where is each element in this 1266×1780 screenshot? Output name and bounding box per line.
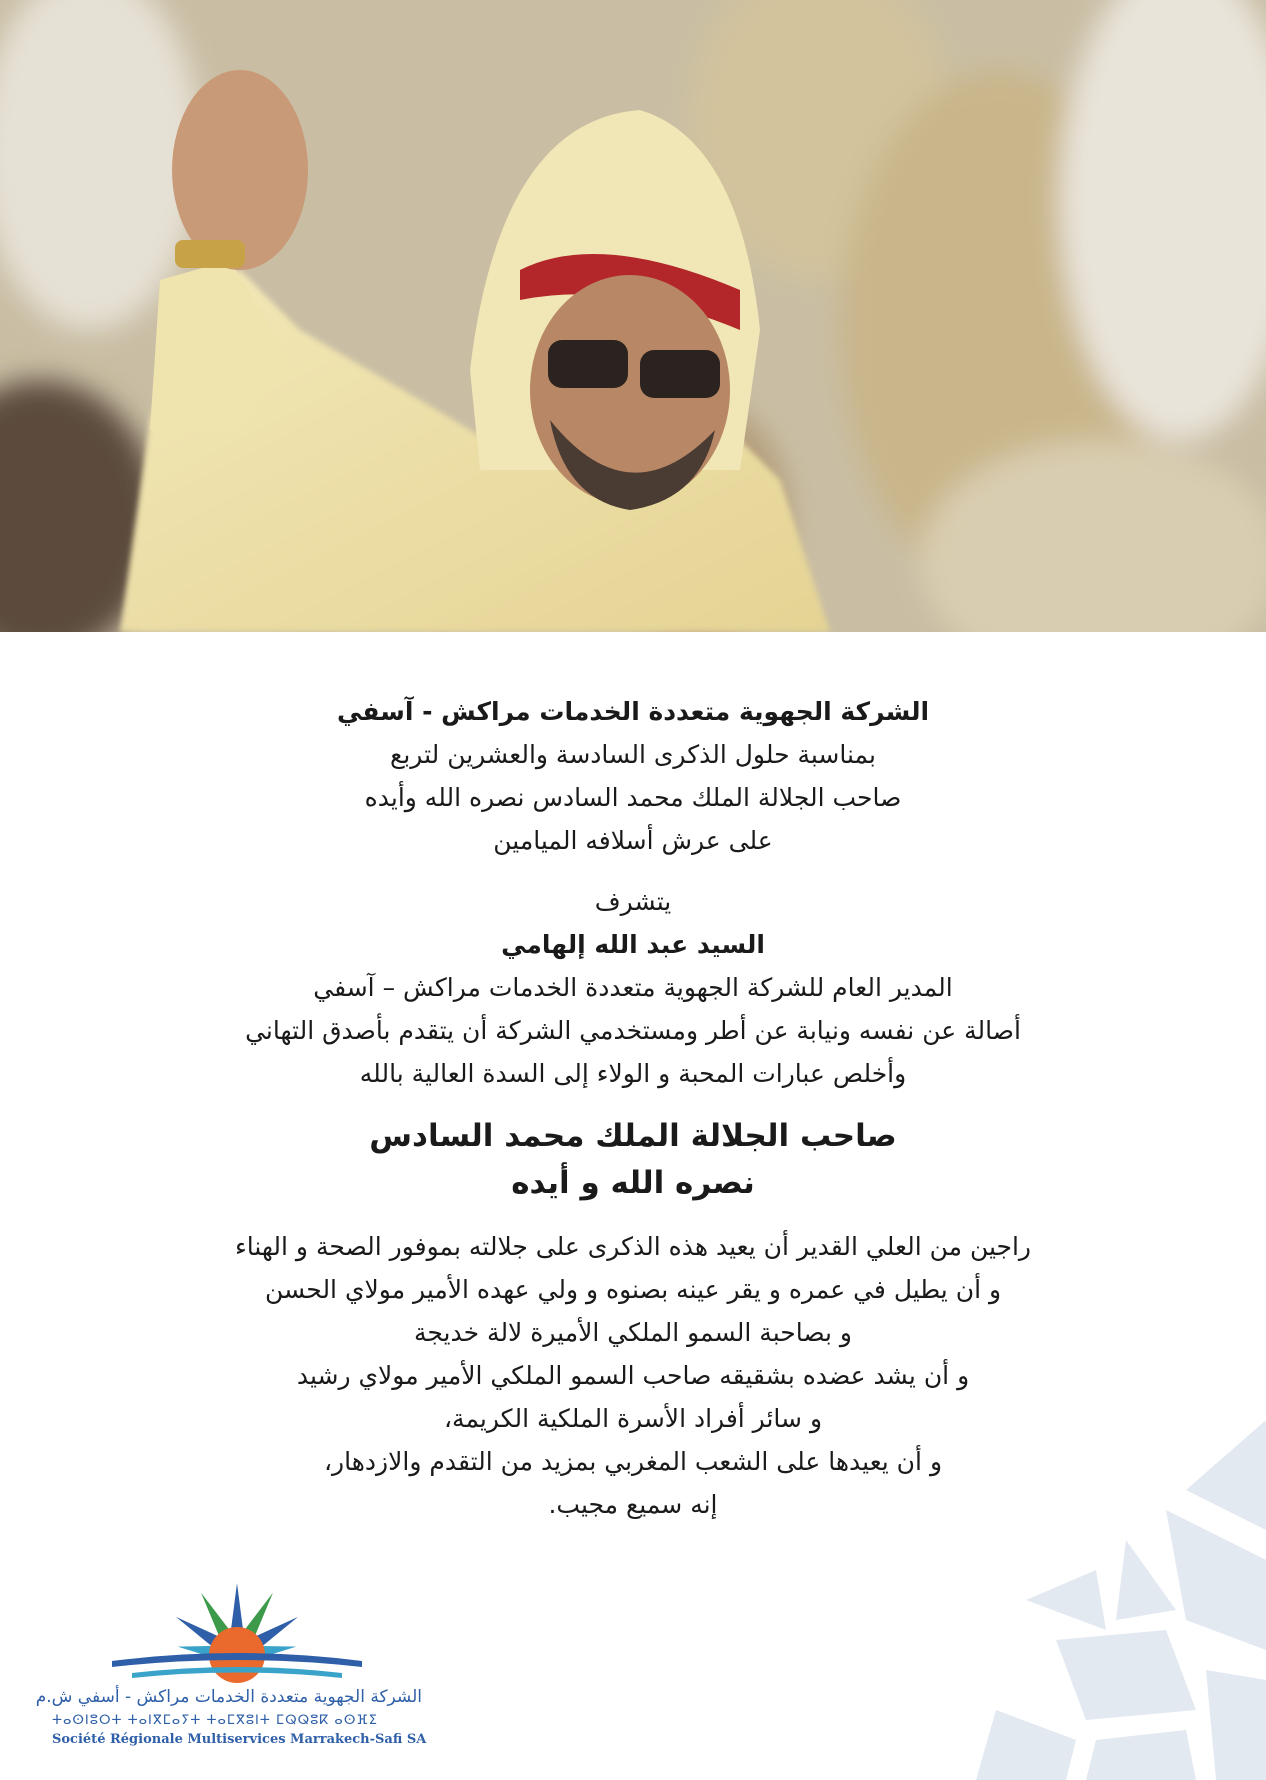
director-line-3: وأخلص عبارات المحبة و الولاء إلى السدة العالية بالله (359, 1059, 907, 1088)
wish-line-1: راجين من العلي القدير أن يعيد هذه الذكرى على جلالته بموفور الصحة و الهناء (234, 1232, 1032, 1261)
honor-word: يتشرف (594, 887, 672, 916)
king-title-2: نصره الله و أيده (511, 1165, 755, 1201)
occasion-line-1: بمناسبة حلول الذكرى السادسة والعشرين لتربع (390, 740, 876, 769)
company-logo-icon (52, 1575, 422, 1685)
company-logo (35, 1575, 432, 1755)
director-name: السيد عبد الله إلهامي (501, 930, 765, 959)
director-line-1: المدير العام للشركة الجهوية متعددة الخدمات مراكش – آسفي (313, 973, 953, 1002)
wish-line-4: و أن يشد عضده بشقيقه صاحب السمو الملكي الأمير مولاي رشيد (296, 1361, 970, 1390)
wish-line-3: و بصاحبة السمو الملكي الأميرة لالة خديجة (414, 1318, 852, 1347)
king-title-1: صاحب الجلالة الملك محمد السادس (369, 1118, 897, 1154)
logo-arabic-name: الشركة الجهوية متعددة الخدمات مراكش - أسفي ش.م (35, 1687, 422, 1707)
company-title: الشركة الجهوية متعددة الخدمات مراكش - آسفي (336, 697, 930, 726)
geometric-pattern-icon (936, 1420, 1266, 1780)
logo-tifinagh-name: ⵜⴰⵙⵏⵓⵔⵜ ⵜⴰⵏⴳⵎⴰⵢⵜ ⵜⴰⵎⴳⵓⵏⵜ ⵎⵕⵕⵓⴽ ⴰⵙⴼⵉ (52, 1713, 378, 1728)
header-photo (0, 0, 1266, 632)
occasion-line-2: صاحب الجلالة الملك محمد السادس نصره الله وأيده (364, 783, 902, 812)
wish-line-5: و سائر أفراد الأسرة الملكية الكريمة، (443, 1404, 823, 1433)
occasion-line-3: على عرش أسلافه الميامين (493, 826, 773, 855)
wish-line-2: و أن يطيل في عمره و يقر عينه بصنوه و ولي عهده الأمير مولاي الحسن (264, 1275, 1002, 1304)
logo-french-name: Société Régionale Multiservices Marrakech-Safi SA (52, 1732, 427, 1747)
director-line-2: أصالة عن نفسه ونيابة عن أطر ومستخدمي الشركة أن يتقدم بأصدق التهاني (245, 1016, 1021, 1045)
portrait-photo (0, 0, 1266, 632)
wish-line-6: و أن يعيدها على الشعب المغربي بمزيد من التقدم والازدهار، (323, 1447, 943, 1476)
announcement-text (0, 690, 1266, 1526)
wish-line-7: إنه سميع مجيب. (548, 1490, 718, 1519)
